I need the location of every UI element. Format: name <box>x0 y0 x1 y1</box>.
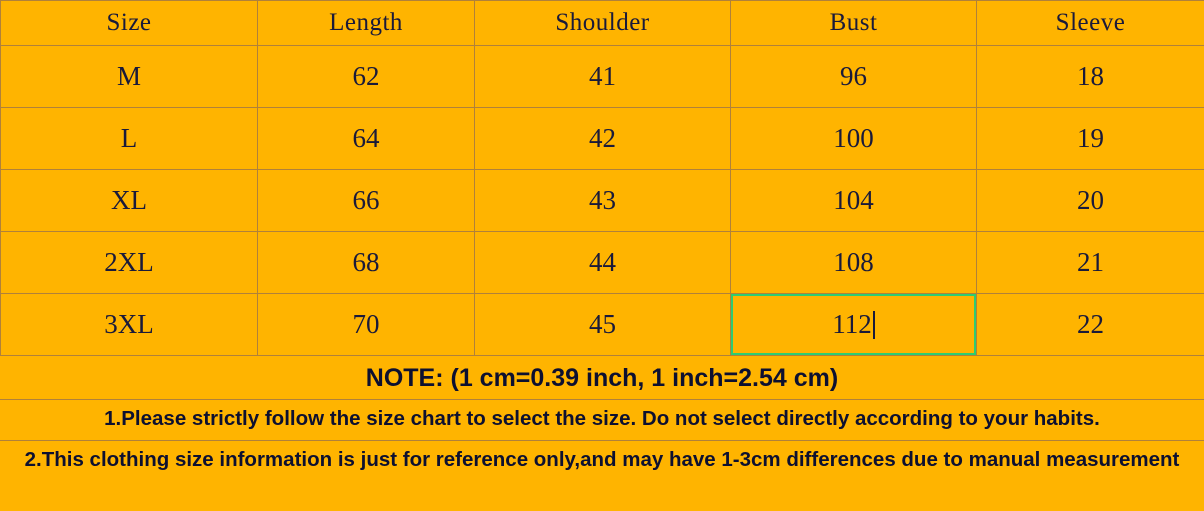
column-header-sleeve[interactable]: Sleeve <box>977 1 1204 46</box>
cell-bust-selected[interactable] <box>731 294 977 356</box>
cell-sleeve[interactable]: 22 <box>977 294 1204 356</box>
cell-sleeve[interactable]: 18 <box>977 46 1204 108</box>
cell-size[interactable]: 3XL <box>1 294 258 356</box>
cell-size[interactable]: 2XL <box>1 232 258 294</box>
table-row <box>1 108 1204 170</box>
table-row <box>1 46 1204 108</box>
cell-sleeve[interactable]: 20 <box>977 170 1204 232</box>
cell-size[interactable]: XL <box>1 170 258 232</box>
table-row <box>1 232 1204 294</box>
cell-sleeve[interactable]: 21 <box>977 232 1204 294</box>
note-heading: NOTE: (1 cm=0.39 inch, 1 inch=2.54 cm) <box>0 356 1204 400</box>
cell-shoulder[interactable]: 41 <box>475 46 731 108</box>
cell-shoulder[interactable]: 45 <box>475 294 731 356</box>
cell-length[interactable]: 64 <box>258 108 475 170</box>
cell-bust[interactable]: 104 <box>731 170 977 232</box>
notes-section <box>0 356 1204 481</box>
column-header-size[interactable]: Size <box>1 1 258 46</box>
cell-length[interactable]: 62 <box>258 46 475 108</box>
selected-cell-value: 112 <box>832 309 872 339</box>
cell-shoulder[interactable]: 42 <box>475 108 731 170</box>
cell-length[interactable]: 70 <box>258 294 475 356</box>
cell-length[interactable]: 68 <box>258 232 475 294</box>
cell-bust[interactable]: 96 <box>731 46 977 108</box>
cell-bust[interactable]: 100 <box>731 108 977 170</box>
column-header-shoulder[interactable]: Shoulder <box>475 1 731 46</box>
column-header-bust[interactable]: Bust <box>731 1 977 46</box>
cell-length[interactable]: 66 <box>258 170 475 232</box>
column-header-length[interactable]: Length <box>258 1 475 46</box>
cell-size[interactable]: L <box>1 108 258 170</box>
cell-bust[interactable]: 108 <box>731 232 977 294</box>
text-cursor <box>873 311 875 339</box>
cell-size[interactable]: M <box>1 46 258 108</box>
table-row <box>1 170 1204 232</box>
table-row <box>1 294 1204 356</box>
note-line-1: 1.Please strictly follow the size chart to select the size. Do not select directly according to your habits. <box>0 400 1204 441</box>
cell-shoulder[interactable]: 43 <box>475 170 731 232</box>
note-line-2: 2.This clothing size information is just for reference only,and may have 1-3cm differences due to manual measurement <box>24 448 1180 471</box>
table-header-row <box>1 1 1204 46</box>
cell-sleeve[interactable]: 19 <box>977 108 1204 170</box>
cell-shoulder[interactable]: 44 <box>475 232 731 294</box>
